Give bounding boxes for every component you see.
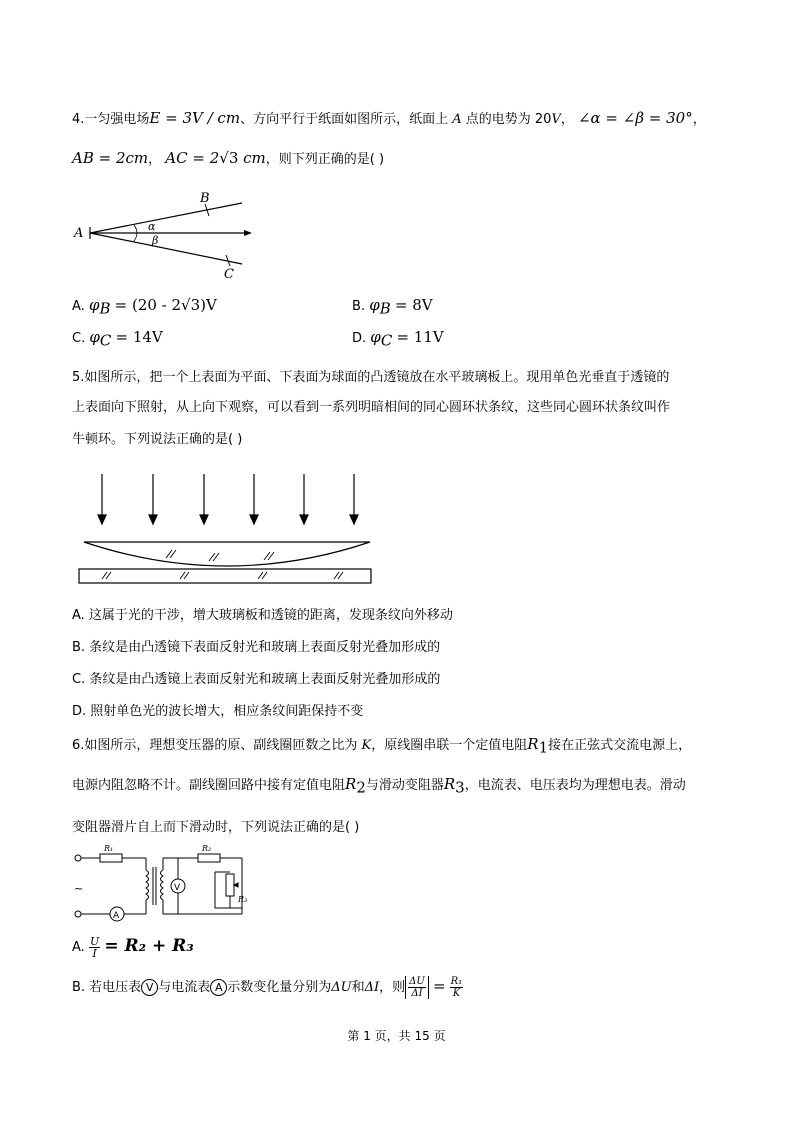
option-value: = 11V — [396, 328, 444, 346]
ac-source-symbol: ~ — [74, 882, 84, 895]
ammeter-symbol: A — [210, 979, 227, 996]
q6-text: B. 若电压表 — [72, 980, 142, 995]
page-footer: 第 1 页，共 15 页 — [347, 1029, 446, 1043]
q4-ab-expr: AB = 2cm — [72, 149, 149, 167]
q4-line2 — [72, 148, 384, 167]
rheostat-slider — [234, 883, 238, 887]
label-r2: R₂ — [202, 844, 212, 853]
frac-num: U — [89, 935, 100, 948]
frac-num: ΔU — [409, 976, 425, 987]
option-phi: φ — [370, 328, 381, 346]
q4-field-expr: E = 3V / cm — [149, 109, 241, 127]
q6-r3: R — [443, 775, 456, 793]
option-label: C. — [72, 331, 86, 346]
option-a-rhs: = R₂ + R₃ — [104, 936, 194, 956]
q4-figure — [70, 190, 270, 280]
q4-option-d — [352, 328, 444, 350]
q6-text: 示数变化量分别为 — [227, 980, 332, 995]
q6-option-a — [72, 936, 194, 959]
frac-num: R₁ — [450, 976, 463, 987]
q4-point-a: A — [452, 112, 462, 127]
q6-sub: 3 — [455, 778, 465, 797]
q4-question: ，则下列正确的是( ) — [265, 152, 385, 167]
terminal-top — [75, 855, 81, 861]
frac-den: K — [452, 988, 461, 999]
option-sub: C — [99, 331, 112, 350]
frac-den: I — [92, 947, 97, 960]
q6-text: ，原线圈串联一个定值电阻 — [371, 738, 528, 753]
label-r3: R₃ — [238, 895, 248, 904]
option-value: = (20 - 2√3)V — [114, 296, 217, 314]
fraction-r1-over-k — [450, 976, 464, 999]
ray-ac — [90, 233, 242, 264]
q6-r2: R — [345, 775, 357, 793]
q5-option-c: C. 条纹是由凸透镜上表面反射光和玻璃上表面反射光叠加形成的 — [72, 672, 441, 687]
q6-line2 — [72, 774, 686, 797]
q4-volt-unit: V — [551, 112, 561, 127]
voltmeter-label: V — [174, 883, 181, 893]
q4-angle-expr: ∠α = ∠β = 30° — [577, 109, 693, 127]
q6-text: ，则 — [379, 980, 406, 995]
q4-line1: 4.一匀强电场E = 3V / cm、方向平行于纸面如图所示，纸面上 A 点的电势为 20V， ∠α = ∠β = 30°， — [72, 109, 706, 127]
ray-axis — [90, 230, 252, 236]
q6-line1 — [72, 734, 691, 757]
q4-text: 4.一匀强电场 — [72, 112, 150, 127]
q5-line1: 5.如图所示，把一个上表面为平面、下表面为球面的凸透镜放在水平玻璃板上。现用单色光垂直于透镜的 — [72, 370, 670, 385]
option-label: A. — [72, 940, 85, 955]
q5-figure — [76, 468, 376, 588]
q5-option-a: A. 这属于光的干涉，增大玻璃板和透镜的距离，发现条纹向外移动 — [72, 608, 453, 623]
glass-plate — [79, 569, 371, 583]
option-value: = 8V — [394, 296, 433, 314]
q4-option-b — [352, 296, 433, 318]
fraction-u-over-i — [89, 936, 100, 959]
option-sub: B — [379, 299, 391, 318]
q4-option-c — [72, 328, 163, 350]
equals: = — [432, 977, 446, 995]
q4-text: ， — [148, 152, 162, 167]
ray-ab — [90, 203, 242, 233]
q4-ac-sqrt: √3 — [219, 149, 239, 167]
q6-line3: 变阻器滑片自上而下滑动时，下列说法正确的是( ) — [72, 820, 360, 835]
label-b: B — [200, 191, 210, 206]
option-sub: B — [99, 299, 111, 318]
q4-ac-expr: AC = 2 — [165, 149, 220, 167]
light-arrows — [98, 474, 358, 524]
q5-option-b: B. 条纹是由凸透镜下表面反射光和玻璃上表面反射光叠加形成的 — [72, 640, 441, 655]
label-alpha: α — [148, 220, 156, 233]
q4-ac-unit: cm — [238, 149, 266, 167]
q6-text: 接在正弦式交流电源上， — [548, 738, 692, 753]
delta-u: ΔU — [331, 980, 352, 995]
option-phi: φ — [88, 296, 100, 314]
q6-text: 与电流表 — [158, 980, 211, 995]
frac-den: ΔI — [411, 988, 423, 999]
q4-option-a — [72, 296, 217, 318]
q4-text: 点的电势为 20 — [465, 112, 552, 127]
label-r1: R₁ — [104, 844, 114, 853]
abs-fraction — [405, 976, 429, 999]
q6-option-b — [72, 976, 463, 999]
option-label: A. — [72, 299, 85, 314]
q6-sub: 1 — [538, 738, 549, 757]
q6-r1: R — [527, 735, 539, 753]
resistor-r1 — [100, 854, 122, 862]
option-value: = 14V — [115, 328, 163, 346]
option-phi: φ — [369, 296, 380, 314]
ammeter-label: A — [113, 911, 120, 921]
q6-text: 与滑动变阻器 — [365, 778, 444, 793]
q5-line2: 上表面向下照射，从上向下观察，可以看到一系列明暗相间的同心圆环状条纹，这些同心圆环状条纹叫作 — [72, 400, 671, 415]
q6-text: 电源内阻忽略不计。副线圈回路中接有定值电阻 — [72, 778, 346, 793]
secondary-coil — [161, 870, 164, 900]
option-sub: C — [380, 331, 393, 350]
option-label: B. — [352, 299, 366, 314]
primary-coil — [146, 870, 149, 900]
q6-sub: 2 — [356, 778, 366, 797]
q6-circuit — [70, 842, 260, 922]
q5-option-d: D. 照射单色光的波长增大，相应条纹间距保持不变 — [72, 704, 364, 719]
label-a: A — [74, 226, 84, 241]
label-beta: β — [152, 234, 159, 247]
voltmeter-symbol: V — [141, 979, 158, 996]
convex-lens — [84, 542, 370, 566]
q6-text: 和 — [351, 980, 365, 995]
q4-text: ， — [692, 112, 706, 127]
terminal-bottom — [75, 911, 81, 917]
q5-line3: 牛顿环。下列说法正确的是( ) — [72, 432, 243, 447]
resistor-r2 — [198, 854, 220, 862]
delta-i: ΔI — [364, 980, 380, 995]
option-phi: φ — [89, 328, 100, 346]
q6-k: K — [361, 738, 372, 753]
q6-text: ，电流表、电压表均为理想电表。滑动 — [464, 778, 686, 793]
q6-text: 6.如图所示，理想变压器的原、副线圈匝数之比为 — [72, 738, 358, 753]
label-c: C — [224, 267, 234, 282]
option-label: D. — [352, 331, 367, 346]
rheostat-r3 — [226, 874, 234, 896]
q4-text: 、方向平行于纸面如图所示，纸面上 — [240, 112, 449, 127]
